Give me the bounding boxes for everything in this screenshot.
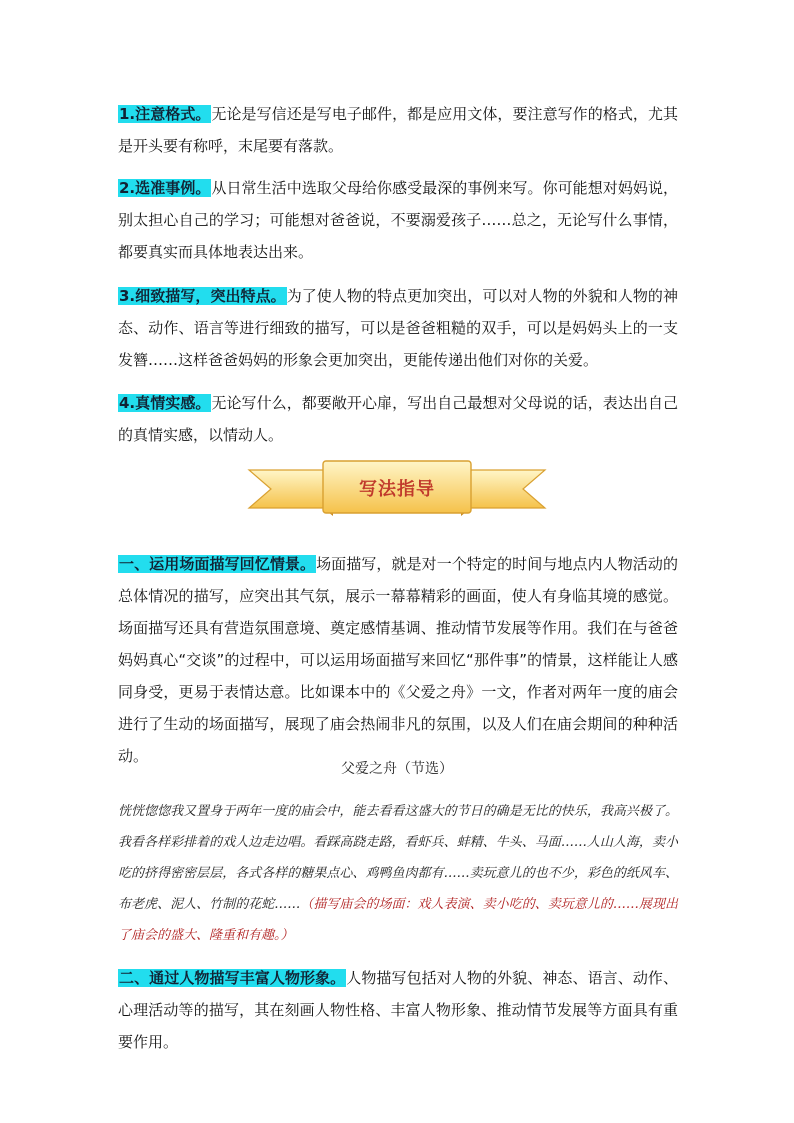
method-body: 人物描写包括对人物的外貌、神态、语言、动作、心理活动等的描写，其在刻画人物性格、丰富人物形象、推动情节发展等方面具有重要作用。 — [118, 969, 678, 1051]
method-heading: 一、运用场面描写回忆情景。 — [119, 555, 316, 573]
tip-heading: 1.注意格式。 — [119, 105, 211, 123]
tip-paragraph-3 — [118, 280, 678, 376]
tip-body: 为了使人物的特点更加突出，可以对人物的外貌和人物的神态、动作、语言等进行细致的描写，可以是爸爸粗糙的双手，可以是妈妈头上的一支发簪……这样爸爸妈妈的形象会更加突出，更能传递出他们对你的关爱。 — [118, 287, 678, 369]
section-banner — [247, 458, 547, 518]
excerpt-note: （描写庙会的场面：戏人表演、卖小吃的、卖玩意儿的……展现出了庙会的盛大、隆重和有趣。） — [118, 897, 678, 943]
excerpt-body: 恍恍惚惚我又置身于两年一度的庙会中，能去看看这盛大的节日的确是无比的快乐，我高兴极了。我看各样彩排着的戏人边走边唱。看踩高跷走路，看虾兵、蚌精、牛头、马面……人山人海，卖小吃的挤得密密层层，各式各样的糖果点心、鸡鸭鱼肉都有……卖玩意儿的也不少，彩色的纸风车、布老虎、泥人、竹制的花蛇…… — [118, 804, 678, 912]
excerpt-text — [118, 796, 678, 951]
method-body: 场面描写，就是对一个特定的时间与地点内人物活动的总体情况的描写，应突出其气氛，展示一幕幕精彩的画面，使人有身临其境的感觉。场面描写还具有营造氛围意境、奠定感情基调、推动情节发展等作用。我们在与爸爸妈妈真心“交谈”的过程中，可以运用场面描写来回忆“那件事”的情景，这样能让人感同身受，更易于表情达意。比如课本中的《父爱之舟》一文，作者对两年一度的庙会进行了生动的场面描写，展现了庙会热闹非凡的氛围，以及人们在庙会期间的种种活动。 — [118, 555, 678, 765]
tip-paragraph-2 — [118, 172, 678, 268]
tip-body: 从日常生活中选取父母给你感受最深的事例来写。你可能想对妈妈说，别太担心自己的学习；可能想对爸爸说，不要溺爱孩子……总之，无论写什么事情，都要真实而具体地表达出来。 — [118, 179, 678, 261]
tip-heading: 3.细致描写，突出特点。 — [119, 287, 286, 305]
tip-body: 无论是写信还是写电子邮件，都是应用文体，要注意写作的格式，尤其是开头要有称呼，末尾要有落款。 — [118, 105, 678, 155]
tip-paragraph-4 — [118, 387, 678, 451]
excerpt-title: 父爱之舟（节选） — [341, 761, 453, 777]
method-heading: 二、通过人物描写丰富人物形象。 — [119, 969, 346, 987]
tip-heading: 2.选准事例。 — [119, 179, 211, 197]
tip-paragraph-1 — [118, 98, 678, 162]
tip-body: 无论写什么，都要敞开心扉，写出自己最想对父母说的话，表达出自己的真情实感，以情动人。 — [118, 394, 678, 444]
method-paragraph-2 — [118, 962, 678, 1058]
method-paragraph-1 — [118, 548, 678, 772]
tip-heading: 4.真情实感。 — [119, 394, 211, 412]
banner-title: 写法指导 — [359, 479, 435, 500]
